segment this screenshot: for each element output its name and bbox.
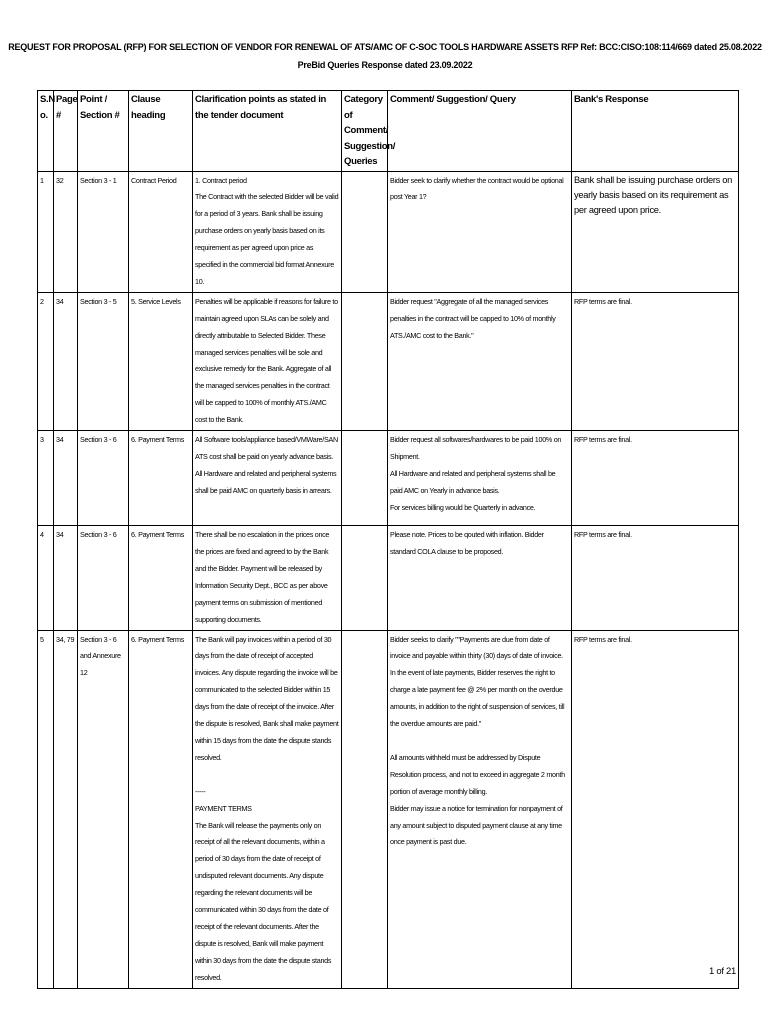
cell-clarification bbox=[193, 431, 342, 526]
cell-category bbox=[342, 431, 388, 526]
table-row bbox=[38, 171, 739, 292]
cell-category bbox=[342, 292, 388, 430]
query-text: Bidder request "Aggregate of all the managed services penalties in the contract will be capped to 10% of monthly ATS./AMC cost to the Bank." bbox=[390, 296, 556, 340]
cell-category bbox=[342, 526, 388, 630]
cell-page: 34 bbox=[54, 431, 78, 526]
cell-page: 34, 79 bbox=[54, 630, 78, 988]
table-row bbox=[38, 431, 739, 526]
cell-section: Section 3 - 1 bbox=[78, 171, 129, 292]
cell-category bbox=[342, 630, 388, 988]
clarification-text: 1. Contract period The Contract with the selected Bidder will be valid for a period of 3 years. Bank shall be issuing purchase orders on yearly basis based on its requirement as per agreed upon price as specified in the commercial bid format Annexure 10. bbox=[195, 175, 339, 286]
cell-clarification bbox=[193, 292, 342, 430]
cell-clause: 5. Service Levels bbox=[129, 292, 193, 430]
query-text: Bidder request all softwares/hardwares to be paid 100% on Shipment. All Hardware and related and peripheral systems shall be paid AMC on Yearly in advance basis. For services billing would be Quarterly in advance. bbox=[390, 435, 562, 512]
cell-section: Section 3 - 5 bbox=[78, 292, 129, 430]
col-header-sno: S.N o. bbox=[38, 91, 54, 172]
cell-clarification bbox=[193, 526, 342, 630]
page-number: 1 of 21 bbox=[709, 966, 736, 977]
cell-response: RFP terms are final. bbox=[572, 292, 739, 430]
cell-clause: 6. Payment Terms bbox=[129, 431, 193, 526]
col-header-category: Category of Comment/ Suggestion/ Queries bbox=[342, 91, 388, 172]
cell-query bbox=[388, 292, 572, 430]
col-header-page: Page # bbox=[54, 91, 78, 172]
cell-category bbox=[342, 171, 388, 292]
cell-page: 34 bbox=[54, 292, 78, 430]
table-header-row bbox=[38, 91, 739, 172]
col-header-section: Point / Section # bbox=[78, 91, 129, 172]
cell-page: 32 bbox=[54, 171, 78, 292]
table-row bbox=[38, 292, 739, 430]
cell-clause: 6. Payment Terms bbox=[129, 630, 193, 988]
cell-page: 34 bbox=[54, 526, 78, 630]
cell-section: Section 3 - 6 bbox=[78, 431, 129, 526]
cell-section: Section 3 - 6 and Annexure 12 bbox=[78, 630, 129, 988]
table-row bbox=[38, 526, 739, 630]
cell-response: RFP terms are final. bbox=[572, 431, 739, 526]
cell-sno: 1 bbox=[38, 171, 54, 292]
title-line-2: PreBid Queries Response dated 23.09.2022 bbox=[297, 60, 473, 70]
prebid-queries-table bbox=[37, 90, 739, 989]
col-header-clause: Clause heading bbox=[129, 91, 193, 172]
cell-query bbox=[388, 171, 572, 292]
cell-query bbox=[388, 630, 572, 988]
cell-clarification bbox=[193, 630, 342, 988]
query-text: Please note. Prices to be qouted with inflation. Bidder standard COLA clause to be proposed. bbox=[390, 530, 544, 556]
cell-clarification bbox=[193, 171, 342, 292]
cell-sno: 4 bbox=[38, 526, 54, 630]
cell-query bbox=[388, 526, 572, 630]
cell-query bbox=[388, 431, 572, 526]
clarification-text: All Software tools/appliance based/VMWare/SAN ATS cost shall be paid on yearly advance basis. All Hardware and related and peripheral systems shall be paid AMC on quarterly basis in arrears. bbox=[195, 435, 338, 495]
cell-clause: 6. Payment Terms bbox=[129, 526, 193, 630]
document-title bbox=[8, 38, 763, 74]
col-header-clarification: Clarification points as stated in the tender document bbox=[193, 91, 342, 172]
col-header-response: Bank's Response bbox=[572, 91, 739, 172]
query-text: Bidder seeks to clarify ""Payments are due from date of invoice and payable within thirty (30) days of date of invoice. In the event of late payments, Bidder reserves the right to charge a late payment fee @ 2% per month on the overdue amounts, in addition to the right of suspension of services, till the overdue amounts are paid." All amounts withheld must be addressed by Dispute Resolution process, and not to exceed in aggregate 2 month portion of average monthly billing. Bidder may issue a notice for termination for nonpayment of any amount subject to disputed payment clause at any time once payment is past due. bbox=[390, 634, 565, 847]
cell-sno: 3 bbox=[38, 431, 54, 526]
table-row bbox=[38, 630, 739, 988]
title-line-1: REQUEST FOR PROPOSAL (RFP) FOR SELECTION OF VENDOR FOR RENEWAL OF ATS/AMC OF C-SOC TOOLS HARDWARE ASSETS RFP Ref: BCC:CISO:108:114/669 dated 25.08.2022 bbox=[8, 42, 762, 52]
cell-sno: 5 bbox=[38, 630, 54, 988]
query-text: Bidder seek to clarify whether the contract would be optional post Year 1? bbox=[390, 175, 564, 202]
clarification-text: Penalties will be applicable if reasons for failure to maintain agreed upon SLAs can be solely and directly attributable to Selected Bidder. These managed services penalties will be sole and exclusive remedy for the Bank. Aggregate of all the managed services penalties in the contract will be capped to 100% of monthly ATS./AMC cost to the Bank. bbox=[195, 296, 338, 425]
cell-section: Section 3 - 6 bbox=[78, 526, 129, 630]
col-header-query: Comment/ Suggestion/ Query bbox=[388, 91, 572, 172]
cell-response: RFP terms are final. bbox=[572, 526, 739, 630]
cell-response: Bank shall be issuing purchase orders on yearly basis based on its requirement as per agreed upon price. bbox=[572, 171, 739, 292]
cell-sno: 2 bbox=[38, 292, 54, 430]
cell-response: RFP terms are final. bbox=[572, 630, 739, 988]
cell-clause: Contract Period bbox=[129, 171, 193, 292]
clarification-text: There shall be no escalation in the prices once the prices are fixed and agreed to by the Bank and the Bidder. Payment will be released by Information Security Dept., BCC as per above payment terms on submission of mentioned supporting documents. bbox=[195, 530, 330, 624]
clarification-text: The Bank will pay invoices within a period of 30 days from the date of receipt of accepted invoices. Any dispute regarding the invoice will be communicated to the selected Bidder within 15 days from the date of receipt of the invoice. After the dispute is resolved, Bank shall make payment within 15 days from the date the dispute stands resolved. ----- PAYMENT TERMS The Bank will release the payments only on receipt of all the relevant documents, within a period of 30 days from the date of receipt of undisputed relevant documents. Any dispute regarding the relevant documents will be communicated within 30 days from the date of receipt of the relevant documents. After the dispute is resolved, Bank will make payment within 30 days from the date the dispute stands resolved. bbox=[195, 634, 339, 982]
